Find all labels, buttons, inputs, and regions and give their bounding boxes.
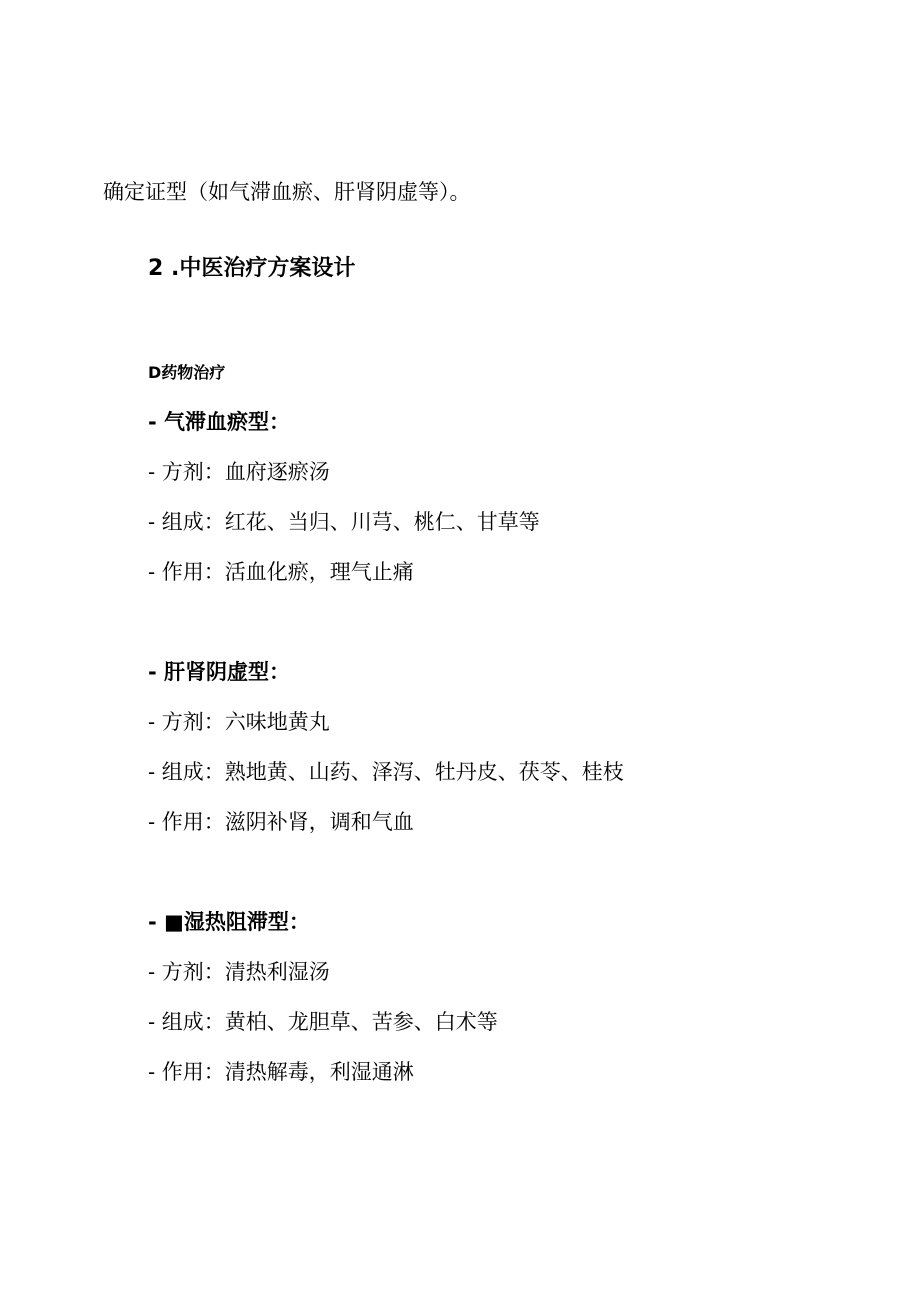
sub-heading-medication: D药物治疗 [148, 363, 226, 382]
section-heading: 2 .中医治疗方案设计 [148, 256, 356, 281]
type-effect: - 作用：滋阴补肾，调和气血 [148, 810, 414, 834]
type-composition: - 组成：黄柏、龙胆草、苦参、白术等 [148, 1010, 498, 1034]
intro-paragraph: 确定证型（如气滞血瘀、肝肾阴虚等）。 [103, 180, 471, 204]
type-formula: - 方剂：清热利湿汤 [148, 960, 330, 984]
type-effect: - 作用：活血化瘀，理气止痛 [148, 560, 414, 584]
type-title-liver-kidney: - 肝肾阴虚型： [148, 660, 291, 684]
type-title-damp-heat: - ■湿热阻滞型： [148, 910, 310, 934]
type-formula: - 方剂：血府逐瘀汤 [148, 460, 330, 484]
type-formula: - 方剂：六味地黄丸 [148, 710, 330, 734]
type-composition: - 组成：熟地黄、山药、泽泻、牡丹皮、茯苓、桂枝 [148, 760, 624, 784]
type-composition: - 组成：红花、当归、川芎、桃仁、甘草等 [148, 510, 540, 534]
type-effect: - 作用：清热解毒，利湿通淋 [148, 1060, 414, 1084]
type-title-qi-stagnation: - 气滞血瘀型： [148, 410, 291, 434]
